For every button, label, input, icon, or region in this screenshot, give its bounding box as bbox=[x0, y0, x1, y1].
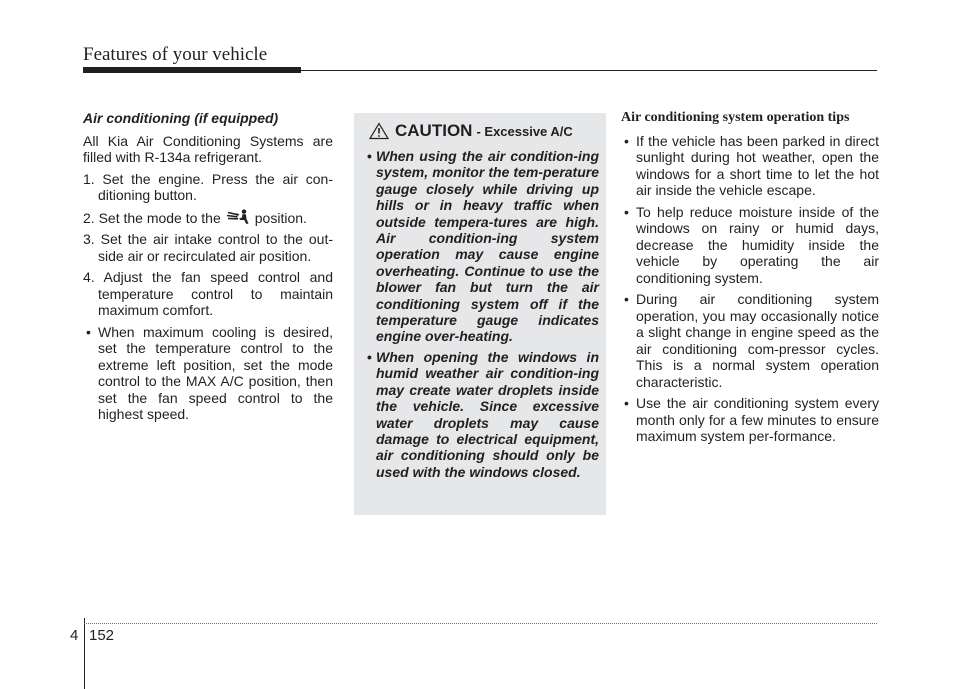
footer-vertical-line bbox=[84, 618, 85, 689]
chapter-number: 4 bbox=[70, 627, 79, 644]
section-heading: Air conditioning (if equipped) bbox=[83, 110, 279, 126]
face-vent-mode-icon bbox=[223, 209, 253, 225]
step-1: 1. Set the engine. Press the air con-ditioning button. bbox=[83, 170, 333, 203]
max-cooling-bullet: • When maximum cooling is desired, set the temperature control to the extreme left position, set the mode control to the MAX A/C position, then set the fan speed control to the highest speed. bbox=[83, 324, 333, 423]
caution-subtitle: - Excessive A/C bbox=[476, 123, 573, 139]
caution-word: CAUTION bbox=[395, 121, 473, 140]
step-4: 4. Adjust the fan speed control and temperature control to maintain maximum comfort. bbox=[83, 269, 333, 318]
page-number: 152 bbox=[89, 627, 115, 644]
step-2-suffix: position. bbox=[254, 209, 307, 226]
tip-monthly-use: • Use the air conditioning system every month only for a few minutes to ensure maximum system per-formance. bbox=[621, 395, 879, 445]
intro-paragraph: All Kia Air Conditioning Systems are filled with R-134a refrigerant. bbox=[83, 132, 333, 165]
tip-reduce-moisture: • To help reduce moisture inside of the windows on rainy or humid days, decrease the humidity inside the vehicle by operating the air conditioning system. bbox=[621, 204, 879, 287]
tip-parked-sunlight: • If the vehicle has been parked in direct sunlight during hot weather, open the windows for a short time to let the hot air inside the vehicle escape. bbox=[621, 133, 879, 199]
right-column bbox=[621, 110, 879, 450]
caution-title bbox=[364, 121, 599, 141]
left-column bbox=[83, 110, 333, 428]
tips-heading: Air conditioning system operation tips bbox=[621, 110, 850, 125]
step-3: 3. Set the air intake control to the out-side air or recirculated air position. bbox=[83, 231, 333, 264]
footer-dotted-line bbox=[84, 623, 877, 624]
warning-triangle-icon bbox=[369, 122, 389, 140]
header-title: Features of your vehicle bbox=[83, 44, 268, 65]
caution-item-temperature: • When using the air condition-ing system, monitor the tem-perature gauge closely while driving up hills or in heavy traffic when outside tempera-tures are high. Air condition-ing system operation may cause engine overheating. Continue to use the blower fan but turn the air conditioning system off if the temperature gauge indicates engine over-heating. bbox=[364, 148, 599, 345]
header-rule-thin bbox=[301, 70, 877, 71]
step-2-text: 2. Set the mode to the bbox=[83, 209, 221, 226]
caution-box bbox=[354, 113, 606, 515]
step-2 bbox=[83, 209, 333, 227]
tip-engine-speed: • During air conditioning system operation, you may occasionally notice a slight change in engine speed as the air conditioning com-pressor cycles. This is a normal system operation characteristic. bbox=[621, 291, 879, 390]
header-rule-thick bbox=[83, 67, 301, 73]
caution-item-windows: • When opening the windows in humid weather air condition-ing may create water droplets inside the vehicle. Since excessive water droplets may cause damage to electrical equipment, air conditioning should only be used with the windows closed. bbox=[364, 349, 599, 480]
